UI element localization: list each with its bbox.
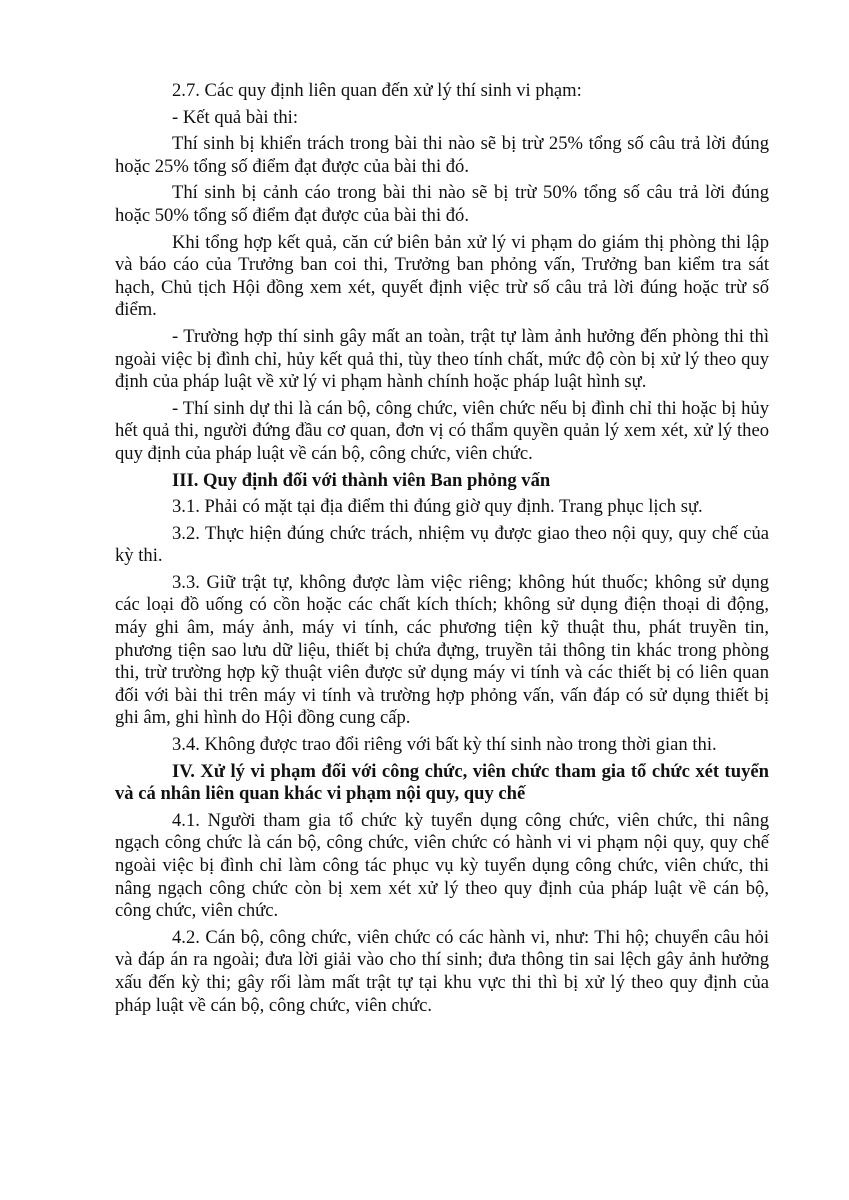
section-heading-iv: IV. Xử lý vi phạm đối với công chức, viên chức tham gia tổ chức xét tuyển và cá nhân liên quan khác vi phạm nội quy, quy chế	[115, 760, 769, 805]
paragraph-3-2: 3.2. Thực hiện đúng chức trách, nhiệm vụ được giao theo nội quy, quy chế của kỳ thi.	[115, 522, 769, 567]
paragraph-4-1: 4.1. Người tham gia tổ chức kỳ tuyển dụng công chức, viên chức, thi nâng ngạch công chức là cán bộ, công chức, viên chức có hành vi vi phạm nội quy, quy chế ngoài việc bị đình chỉ làm công tác phục vụ kỳ tuyển dụng công chức, viên chức, thi nâng ngạch công chức còn bị xem xét xử lý theo quy định của pháp luật về cán bộ, công chức, viên chức.	[115, 809, 769, 922]
paragraph-reprimand: Thí sinh bị khiển trách trong bài thi nào sẽ bị trừ 25% tổng số câu trả lời đúng hoặc 25% tổng số điểm đạt được của bài thi đó.	[115, 133, 769, 177]
paragraph-exam-result: - Kết quả bài thi:	[172, 106, 298, 128]
paragraph-safety-violation: - Trường hợp thí sinh gây mất an toàn, trật tự làm ảnh hưởng đến phòng thi thì ngoài việc bị đình chỉ, hủy kết quả thi, tùy theo tính chất, mức độ còn bị xử lý theo quy định của pháp luật về xử lý vi phạm hành chính hoặc pháp luật hình sự.	[115, 325, 769, 393]
paragraph-warning: Thí sinh bị cảnh cáo trong bài thi nào sẽ bị trừ 50% tổng số câu trả lời đúng hoặc 50% tổng số điểm đạt được của bài thi đó.	[115, 182, 769, 226]
document-page	[115, 80, 769, 1021]
paragraph-3-3: 3.3. Giữ trật tự, không được làm việc riêng; không hút thuốc; không sử dụng các loại đồ uống có cồn hoặc các chất kích thích; không sử dụng điện thoại di động, máy ghi âm, máy ảnh, máy vi tính, các phương tiện kỹ thuật thu, phát truyền tin, phương tiện sao lưu dữ liệu, thiết bị chứa đựng, truyền tải thông tin khác trong phòng thi, trừ trường hợp kỹ thuật viên được sử dụng máy vi tính và các thiết bị có liên quan đối với bài thi trên máy vi tính và trường hợp phỏng vấn, vấn đáp có sử dụng thiết bị ghi âm, ghi hình do Hội đồng cung cấp.	[115, 571, 769, 729]
paragraph-2-7-heading: 2.7. Các quy định liên quan đến xử lý thí sinh vi phạm:	[172, 80, 582, 101]
paragraph-3-1: 3.1. Phải có mặt tại địa điểm thi đúng giờ quy định. Trang phục lịch sự.	[172, 496, 703, 518]
paragraph-4-2: 4.2. Cán bộ, công chức, viên chức có các hành vi, như: Thi hộ; chuyển câu hỏi và đáp án ra ngoài; đưa lời giải vào cho thí sinh; đưa thông tin sai lệch gây ảnh hưởng xấu đến kỳ thi; gây rối làm mất trật tự tại khu vực thi thì bị xử lý theo quy định của pháp luật về cán bộ, công chức, viên chức.	[115, 926, 769, 1016]
paragraph-civil-servant-candidate: - Thí sinh dự thi là cán bộ, công chức, viên chức nếu bị đình chỉ thi hoặc bị hủy hết quả thi, người đứng đầu cơ quan, đơn vị có thẩm quyền quản lý xem xét, xử lý theo quy định của pháp luật về cán bộ, công chức, viên chức.	[115, 397, 769, 464]
section-heading-iii: III. Quy định đối với thành viên Ban phỏng vấn	[172, 469, 551, 491]
paragraph-result-summary: Khi tổng hợp kết quả, căn cứ biên bản xử lý vi phạm do giám thị phòng thi lập và báo cáo của Trưởng ban coi thi, Trưởng ban phỏng vấn, Trưởng ban kiểm tra sát hạch, Chủ tịch Hội đồng xem xét, quyết định việc trừ số câu trả lời đúng hoặc trừ số điểm.	[115, 231, 769, 321]
paragraph-3-4: 3.4. Không được trao đổi riêng với bất kỳ thí sinh nào trong thời gian thi.	[172, 734, 717, 756]
